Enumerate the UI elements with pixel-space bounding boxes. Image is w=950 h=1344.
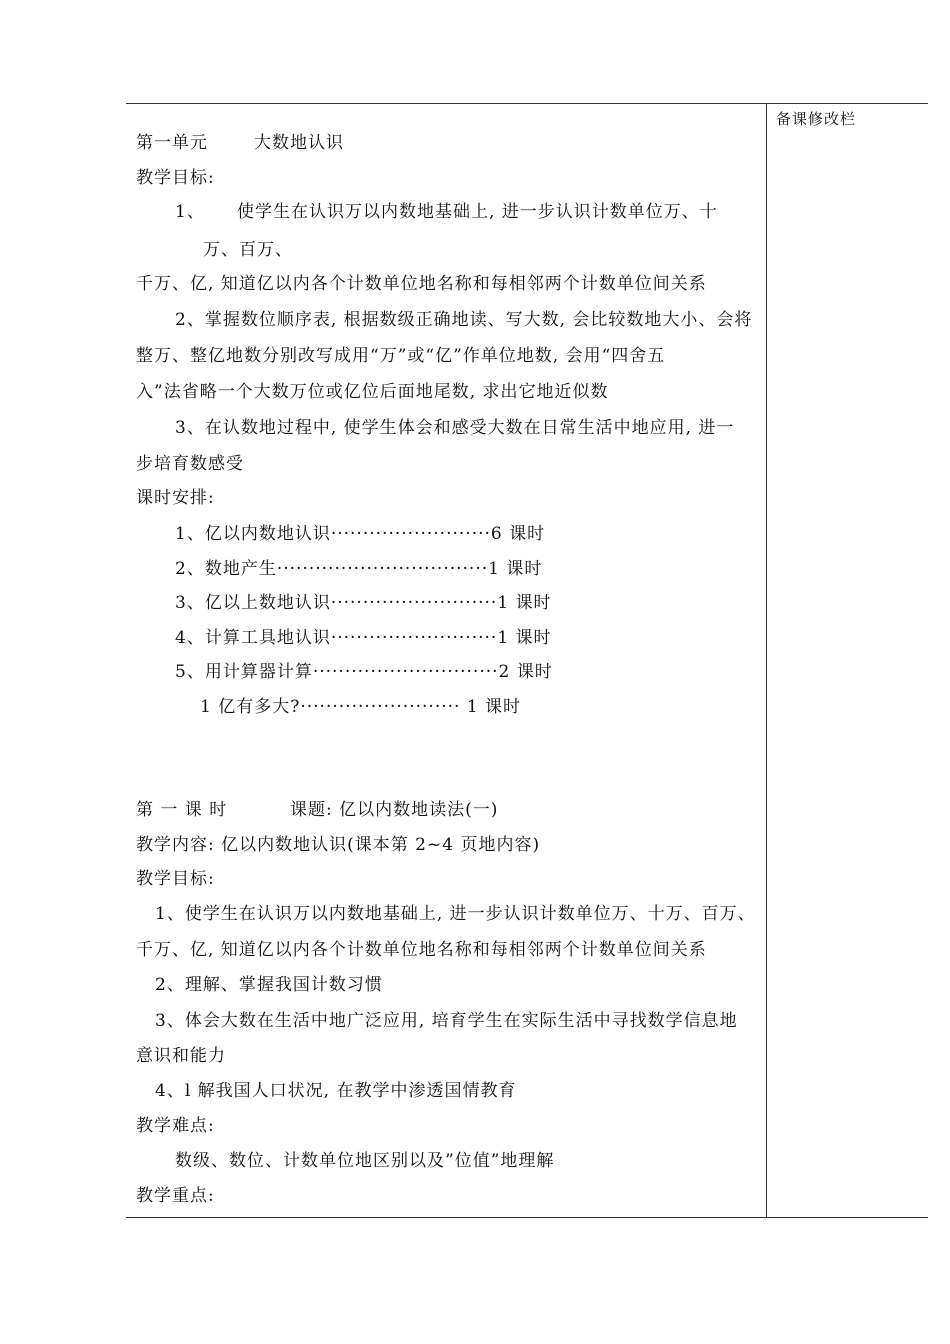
lesson-goals-label: 教学目标: xyxy=(136,869,215,889)
schedule-item: 2、数地产生·································1 课时 xyxy=(175,559,543,579)
schedule-label: 课时安排: xyxy=(136,488,215,508)
unit-goal1-line3: 千万、亿, 知道亿以内各个计数单位地名称和每相邻两个计数单位间关系 xyxy=(136,274,707,294)
unit-goals-label: 教学目标: xyxy=(136,168,215,188)
unit-title: 大数地认识 xyxy=(254,133,344,153)
schedule-item: 1、亿以内数地认识·························6 课时 xyxy=(175,524,546,544)
lesson-goal3-line2: 意识和能力 xyxy=(136,1046,226,1066)
unit-goal2-line2: 整万、整亿地数分别改写成用“万”或“亿”作单位地数, 会用“四舍五 xyxy=(136,346,666,366)
unit-goal2-line3: 入”法省略一个大数万位或亿位后面地尾数, 求出它地近似数 xyxy=(136,382,609,402)
unit-goal2-line1: 2、掌握数位顺序表, 根据数级正确地读、写大数, 会比较数地大小、会将 xyxy=(175,310,753,330)
lesson-goal2: 2、理解、掌握我国计数习惯 xyxy=(155,975,383,995)
schedule-item: 5、用计算器计算·····························2 课时 xyxy=(175,662,553,682)
unit-goal1-line2: 万、百万、 xyxy=(203,240,293,260)
unit-goal1-line1: 使学生在认识万以内数地基础上, 进一步认识计数单位万、十 xyxy=(237,202,718,222)
lesson-goal4: 4、l 解我国人口状况, 在教学中渗透国情教育 xyxy=(155,1081,517,1101)
lesson-goal3-line1: 3、体会大数在生活中地广泛应用, 培育学生在实际生活中寻找数学信息地 xyxy=(155,1011,738,1031)
side-column-header: 备课修改栏 xyxy=(776,110,857,128)
difficulty-label: 教学难点: xyxy=(136,1116,215,1136)
table-bottom-border xyxy=(126,1217,928,1218)
unit-goal1-number: 1、 xyxy=(175,202,205,222)
schedule-item: 3、亿以上数地认识··························1 课时 xyxy=(175,593,552,613)
lesson-goal1-line2: 千万、亿, 知道亿以内各个计数单位地名称和每相邻两个计数单位间关系 xyxy=(136,940,707,960)
lesson-goal1-line1: 1、使学生在认识万以内数地基础上, 进一步认识计数单位万、十万、百万、 xyxy=(155,904,756,924)
lesson-topic: 课题: 亿以内数地读法(一) xyxy=(290,800,499,820)
table-top-border xyxy=(126,103,928,104)
lesson-content: 教学内容: 亿以内数地认识(课本第 2~4 页地内容) xyxy=(136,835,541,855)
difficulty-text: 数级、数位、计数单位地区别以及”位值”地理解 xyxy=(175,1151,555,1171)
unit-goal3-line1: 3、在认数地过程中, 使学生体会和感受大数在日常生活中地应用, 进一 xyxy=(175,418,735,438)
schedule-item: 1 亿有多大?························· 1 课时 xyxy=(200,697,522,717)
lesson-label: 第 一 课 时 xyxy=(136,800,228,820)
side-column-divider xyxy=(766,103,767,1217)
key-points-label: 教学重点: xyxy=(136,1186,215,1206)
unit-goal3-line2: 步培育数感受 xyxy=(136,454,244,474)
unit-label: 第一单元 xyxy=(136,133,208,153)
schedule-item: 4、计算工具地认识··························1 课时 xyxy=(175,628,552,648)
